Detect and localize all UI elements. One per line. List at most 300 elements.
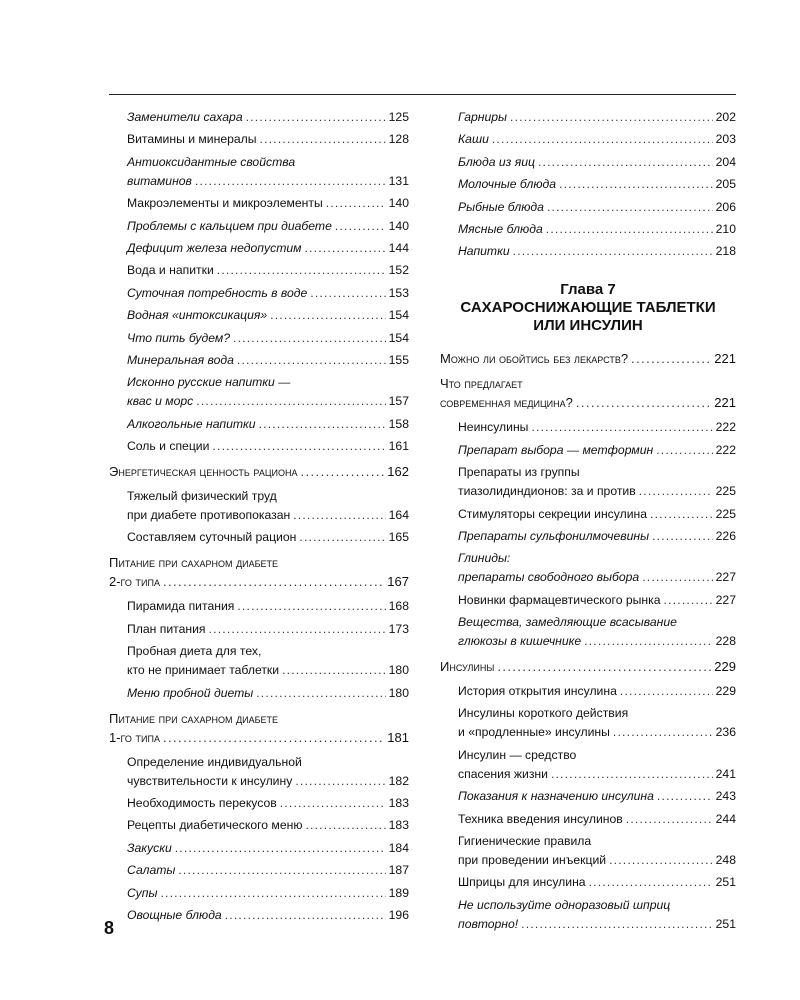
dot-leader [195, 172, 386, 191]
toc-entry-page: 228 [715, 634, 736, 649]
dot-leader [163, 572, 384, 591]
toc-entry-title: и «продленные» инсулины [458, 725, 610, 740]
dot-leader [576, 393, 711, 412]
toc-entry-title: Блюда из яиц [458, 154, 535, 169]
dot-leader [310, 284, 385, 303]
toc-entry [440, 746, 736, 784]
toc-entry [109, 217, 409, 236]
toc-entry-page: 162 [387, 464, 409, 480]
toc-entry-row [458, 591, 736, 610]
dot-leader [225, 906, 386, 925]
toc-entry-line: Препараты из группы [458, 465, 580, 480]
toc-entry-row [127, 620, 409, 639]
toc-entry [109, 816, 409, 835]
toc-entry-page: 128 [388, 132, 409, 147]
toc-entry-title: Супы [127, 885, 158, 900]
toc-entry-row [458, 153, 736, 172]
toc-entry-row [458, 632, 736, 651]
toc-entry-title: кто не принимает таблетки [127, 663, 280, 678]
chapter-title-line2: ИЛИ ИНСУЛИН [533, 317, 643, 335]
dot-leader [280, 794, 386, 813]
toc-entry-page: 241 [715, 766, 736, 781]
toc-entry-row [458, 505, 736, 524]
toc-entry [440, 704, 736, 742]
toc-entry-row [458, 765, 736, 784]
toc-entry-title: Неинсулины [458, 420, 529, 435]
dot-leader [299, 528, 385, 547]
toc-entry-row [109, 728, 409, 747]
toc-entry-row [127, 528, 409, 547]
toc-entry [109, 415, 409, 434]
toc-entry-title: Можно ли обойтись без лекарств? [440, 351, 629, 367]
toc-entry-page: 184 [388, 840, 409, 855]
toc-entry-page: 125 [388, 110, 409, 124]
dot-leader [335, 217, 386, 236]
toc-entry-row [109, 462, 409, 481]
toc-entry-page: 222 [715, 442, 736, 457]
toc-entry-title: Заменители сахара [127, 110, 243, 124]
toc-entry [109, 284, 409, 303]
dot-leader [270, 306, 386, 325]
toc-entry-page: 183 [388, 796, 409, 811]
toc-entry-title: тиазолидиндионов: за и против [458, 484, 636, 499]
toc-entry [440, 505, 736, 524]
dot-leader [260, 130, 386, 149]
toc-entry-row [458, 851, 736, 870]
page-number: 8 [104, 918, 115, 938]
toc-entry-page: 225 [715, 506, 736, 521]
toc-entry-row [440, 393, 736, 412]
toc-entry [109, 130, 409, 149]
toc-entry-row [458, 175, 736, 194]
toc-entry-title: витаминов [127, 173, 192, 188]
toc-entry [440, 682, 736, 701]
toc-entry-title: Каши [458, 132, 489, 147]
toc-entry-page: 161 [388, 439, 409, 454]
toc-entry-page: 218 [715, 244, 736, 259]
toc-entry-title: Проблемы с кальцием при диабете [127, 218, 332, 233]
toc-entry-page: 221 [714, 351, 736, 367]
toc-entry-title: План питания [127, 621, 206, 636]
toc-entry-page: 227 [715, 592, 736, 607]
toc-entry-row [458, 682, 736, 701]
toc-entry-line: Питание при сахарном диабете [109, 710, 279, 726]
toc-entry-row [127, 794, 409, 813]
toc-entry-title: Показания к назначению инсулина [458, 789, 654, 804]
chapter-heading [440, 281, 736, 335]
dot-leader [209, 620, 386, 639]
toc-entry-title: препараты свободного выбора [458, 570, 640, 585]
toc-entry-title: Водная «интоксикация» [127, 308, 268, 323]
dot-leader [233, 329, 386, 348]
toc-entry-page: 244 [715, 811, 736, 826]
toc-entry-row [458, 915, 736, 934]
toc-entry-row [458, 220, 736, 239]
toc-entry-line: Питание при сахарном диабете [109, 555, 279, 571]
toc-entry [109, 153, 409, 191]
toc-entry-title: Молочные блюда [458, 177, 557, 192]
toc-entry-page: 229 [714, 659, 736, 675]
dot-leader [652, 527, 713, 546]
toc-entry-title: Макроэлементы и микроэлементы [127, 196, 323, 211]
toc-section-entry [109, 462, 409, 481]
toc-entry [109, 239, 409, 258]
toc-entry-row [458, 723, 736, 742]
toc-entry-title: Новинки фармацевтического рынка [458, 592, 661, 607]
toc-section-entry [109, 709, 409, 747]
toc-entry [440, 153, 736, 172]
toc-entry [109, 861, 409, 880]
toc-entry-title: спасения жизни [458, 766, 548, 781]
dot-leader [196, 392, 385, 411]
toc-entry-page: 229 [715, 684, 736, 699]
toc-entry-title: Минеральная вода [127, 352, 234, 367]
toc-entry-row [458, 787, 736, 806]
toc-entry [440, 896, 736, 934]
toc-entry-title: 2-го типа [109, 574, 160, 590]
toc-entry [440, 810, 736, 829]
dot-leader [178, 861, 385, 880]
toc-entry-title: Препарат выбора — метформин [458, 442, 654, 457]
toc-entry-page: 155 [388, 352, 409, 367]
dot-leader [531, 418, 712, 437]
dot-leader [626, 810, 713, 829]
toc-entry [109, 620, 409, 639]
toc-entry [109, 351, 409, 370]
toc-entry [109, 373, 409, 411]
toc-entry-title: Необходимость перекусов [127, 796, 277, 811]
toc-entry-title: Составляем суточный рацион [127, 530, 297, 545]
toc-entry [109, 487, 409, 525]
toc-entry-page: 164 [388, 508, 409, 523]
toc-entry-page: 140 [388, 196, 409, 211]
toc-entry-page: 181 [387, 729, 409, 745]
toc-entry [440, 549, 736, 587]
toc-entry-page: 202 [715, 110, 736, 124]
toc-entry-title: Что пить будем? [127, 330, 231, 345]
toc-entry [109, 194, 409, 213]
dot-leader [295, 772, 385, 791]
toc-entry-page: 183 [388, 818, 409, 833]
toc-entry-title: Напитки [458, 244, 510, 259]
toc-entry-page: 225 [715, 484, 736, 499]
toc-entry [109, 329, 409, 348]
toc-entry-line: Гигиенические правила [458, 834, 592, 849]
toc-entry [440, 418, 736, 437]
dot-leader [282, 661, 386, 680]
toc-section-entry [440, 374, 736, 412]
toc-entry-row [458, 418, 736, 437]
toc-entry [109, 684, 409, 703]
toc-entry-page: 221 [714, 395, 736, 411]
dot-leader [246, 108, 386, 127]
toc-entry-page: 154 [388, 330, 409, 345]
toc-entry-row [458, 242, 736, 261]
toc-entry-row [458, 441, 736, 460]
toc-entry-row [127, 816, 409, 835]
toc-entry-row [127, 506, 409, 525]
toc-entry-title: современная медицина? [440, 395, 573, 411]
toc-entry-page: 251 [715, 875, 736, 890]
toc-entry-page: 154 [388, 308, 409, 323]
toc-entry-title: Стимуляторы секреции инсулина [458, 506, 648, 521]
dot-leader [259, 415, 386, 434]
toc-entry-title: квас и морс [127, 394, 194, 409]
toc-entry-row [458, 568, 736, 587]
dot-leader [650, 505, 713, 524]
toc-entry-title: Препараты сульфонилмочевины [458, 528, 650, 543]
toc-entry-page: 189 [388, 885, 409, 900]
toc-entry-page: 165 [388, 530, 409, 545]
toc-entry [440, 130, 736, 149]
toc-entry-line: Тяжелый физический труд [127, 489, 277, 504]
toc-entry-page: 196 [388, 907, 409, 922]
toc-entry-page: 144 [388, 240, 409, 255]
toc-entry-line: Инсулины короткого действия [458, 706, 629, 721]
toc-entry-page: 205 [715, 177, 736, 192]
toc-entry-title: Дефицит железа недопустим [127, 240, 302, 255]
toc-right-top [440, 108, 736, 261]
dot-leader [521, 915, 713, 934]
toc-entry-page: 182 [388, 773, 409, 788]
toc-entry-row [127, 684, 409, 703]
toc-entry-row [127, 392, 409, 411]
toc-entry-page: 153 [388, 285, 409, 300]
toc-entry-line: Исконно русские напитки — [127, 375, 291, 390]
toc-entry-title: Рецепты диабетического меню [127, 818, 303, 833]
dot-leader [613, 723, 713, 742]
toc-entry-title: при диабете противопоказан [127, 508, 291, 523]
toc-entry-page: 222 [715, 420, 736, 435]
toc-entry-row [127, 108, 409, 127]
toc-entry-row [127, 172, 409, 191]
toc-entry [109, 597, 409, 616]
toc-entry-row [458, 198, 736, 217]
toc-entry-row [127, 306, 409, 325]
toc-entry-page: 226 [715, 528, 736, 543]
toc-entry-page: 206 [715, 199, 736, 214]
toc-entry [109, 839, 409, 858]
dot-leader [237, 597, 385, 616]
toc-entry [440, 108, 736, 127]
toc-entry-title: История открытия инсулина [458, 684, 617, 699]
toc-entry-line: Глиниды: [458, 551, 511, 566]
dot-leader [293, 506, 385, 525]
toc-entry-title: Техника введения инсулинов [458, 811, 623, 826]
toc-entry-title: Суточная потребность в воде [127, 285, 308, 300]
toc-entry-title: повторно! [458, 916, 519, 931]
toc-entry-row [458, 108, 736, 127]
toc-entry-page: 203 [715, 132, 736, 147]
dot-leader [609, 851, 713, 870]
dot-leader [664, 591, 713, 610]
toc-entry-title: при проведении инъекций [458, 853, 607, 868]
toc-entry-title: Закуски [127, 840, 172, 855]
toc-right-column [440, 108, 736, 937]
toc-section-entry [440, 349, 736, 368]
dot-leader [326, 194, 386, 213]
toc-entry-row [127, 437, 409, 456]
toc-entry-row [127, 839, 409, 858]
toc-entry-title: Инсулины [440, 659, 495, 675]
toc-entry-line: Вещества, замедляющие всасывание [458, 615, 677, 630]
toc-section-entry [440, 657, 736, 676]
toc-entry [109, 306, 409, 325]
toc-entry-page: 140 [388, 218, 409, 233]
toc-entry [440, 175, 736, 194]
toc-section-entry [109, 553, 409, 591]
toc-entry-row [127, 906, 409, 925]
toc-entry-row [127, 194, 409, 213]
toc-entry-page: 248 [715, 853, 736, 868]
toc-entry-title: Меню пробной диеты [127, 685, 254, 700]
toc-entry-row [127, 884, 409, 903]
toc-entry-row [127, 261, 409, 280]
dot-leader [256, 684, 385, 703]
toc-entry [440, 832, 736, 870]
toc-entry-title: Пирамида питания [127, 599, 235, 614]
toc-entry-row [109, 572, 409, 591]
toc-entry-row [127, 772, 409, 791]
dot-leader [217, 261, 386, 280]
dot-leader [305, 816, 385, 835]
toc-left-column [109, 108, 409, 928]
toc-entry [440, 613, 736, 651]
toc-entry-line: Антиоксидантные свойства [127, 154, 296, 169]
dot-leader [492, 130, 713, 149]
toc-entry-title: 1-го типа [109, 729, 160, 745]
toc-entry-title: Энергетическая ценность рациона [109, 464, 298, 480]
toc-entry-row [127, 415, 409, 434]
toc-entry-page: 251 [715, 916, 736, 931]
toc-entry-line: Определение индивидуальной [127, 754, 302, 769]
dot-leader [510, 108, 713, 127]
toc-entry [109, 794, 409, 813]
toc-entry-title: Овощные блюда [127, 907, 222, 922]
toc-entry [440, 591, 736, 610]
toc-entry [109, 437, 409, 456]
toc-entry-row [127, 329, 409, 348]
toc-entry-page: 167 [387, 574, 409, 590]
dot-leader [642, 568, 712, 587]
toc-entry-page: 152 [388, 263, 409, 278]
dot-leader [237, 351, 386, 370]
toc-entry-line: Инсулин — средство [458, 747, 577, 762]
toc-entry-row [127, 861, 409, 880]
toc-entry-row [458, 810, 736, 829]
dot-leader [497, 657, 711, 676]
toc-entry-title: Соль и специи [127, 439, 210, 454]
toc-entry-row [127, 597, 409, 616]
header-rule [109, 94, 736, 95]
toc-entry [109, 528, 409, 547]
dot-leader [559, 175, 713, 194]
dot-leader [589, 873, 713, 892]
dot-leader [175, 839, 386, 858]
toc-entry [440, 463, 736, 501]
toc-entry [440, 242, 736, 261]
toc-right-bottom [440, 349, 736, 933]
toc-entry [109, 753, 409, 791]
toc-entry-title: Витамины и минералы [127, 132, 257, 147]
dot-leader [513, 242, 713, 261]
toc-entry-row [458, 873, 736, 892]
toc-entry-row [127, 130, 409, 149]
toc-entry-title: Рыбные блюда [458, 199, 544, 214]
toc-entry [109, 261, 409, 280]
dot-leader [546, 220, 713, 239]
dot-leader [657, 787, 713, 806]
toc-entry-title: чувствительности к инсулину [127, 773, 293, 788]
toc-entry-page: 187 [388, 863, 409, 878]
toc-entry-title: Алкогольные напитки [127, 416, 256, 431]
toc-entry [440, 873, 736, 892]
toc-entry-page: 168 [388, 599, 409, 614]
toc-entry-row [440, 657, 736, 676]
toc-entry-page: 131 [388, 173, 409, 188]
dot-leader [304, 239, 385, 258]
toc-entry-row [127, 239, 409, 258]
toc-entry [440, 220, 736, 239]
toc-entry-row [127, 284, 409, 303]
dot-leader [160, 884, 385, 903]
dot-leader [547, 198, 713, 217]
dot-leader [538, 153, 713, 172]
toc-entry-line: Пробная диета для тех, [127, 644, 262, 659]
toc-entry-row [127, 351, 409, 370]
toc-entry-title: Мясные блюда [458, 221, 543, 236]
toc-entry-row [127, 661, 409, 680]
chapter-label: Глава 7 [560, 281, 616, 299]
chapter-title-line1: САХАРОСНИЖАЮЩИЕ ТАБЛЕТКИ [460, 299, 716, 317]
toc-entry-line: Что предлагает [440, 376, 523, 392]
toc-entry-page: 236 [715, 725, 736, 740]
toc-entry-row [458, 482, 736, 501]
toc-entry-title: Гарниры [458, 110, 508, 124]
toc-entry [440, 441, 736, 460]
toc-entry [109, 108, 409, 127]
toc-entry [109, 642, 409, 680]
toc-entry [440, 527, 736, 546]
dot-leader [300, 462, 384, 481]
toc-entry [440, 787, 736, 806]
toc-entry-row [440, 349, 736, 368]
toc-entry-line: Не используйте одноразовый шприц [458, 897, 671, 912]
toc-entry-page: 180 [388, 685, 409, 700]
dot-leader [639, 482, 713, 501]
toc-entry [440, 198, 736, 217]
toc-entry-title: Салаты [127, 863, 176, 878]
dot-leader [163, 728, 384, 747]
toc-entry [109, 884, 409, 903]
dot-leader [551, 765, 713, 784]
dot-leader [620, 682, 713, 701]
toc-entry-title: Шприцы для инсулина [458, 875, 586, 890]
dot-leader [656, 441, 712, 460]
toc-entry-title: Вода и напитки [127, 263, 214, 278]
toc-entry-row [127, 217, 409, 236]
toc-entry [109, 906, 409, 925]
toc-entry-page: 158 [388, 416, 409, 431]
dot-leader [631, 349, 711, 368]
toc-entry-row [458, 527, 736, 546]
toc-entry-page: 157 [388, 394, 409, 409]
dot-leader [212, 437, 385, 456]
toc-entry-page: 210 [715, 221, 736, 236]
toc-entry-page: 180 [388, 663, 409, 678]
dot-leader [584, 632, 713, 651]
toc-entry-page: 227 [715, 570, 736, 585]
